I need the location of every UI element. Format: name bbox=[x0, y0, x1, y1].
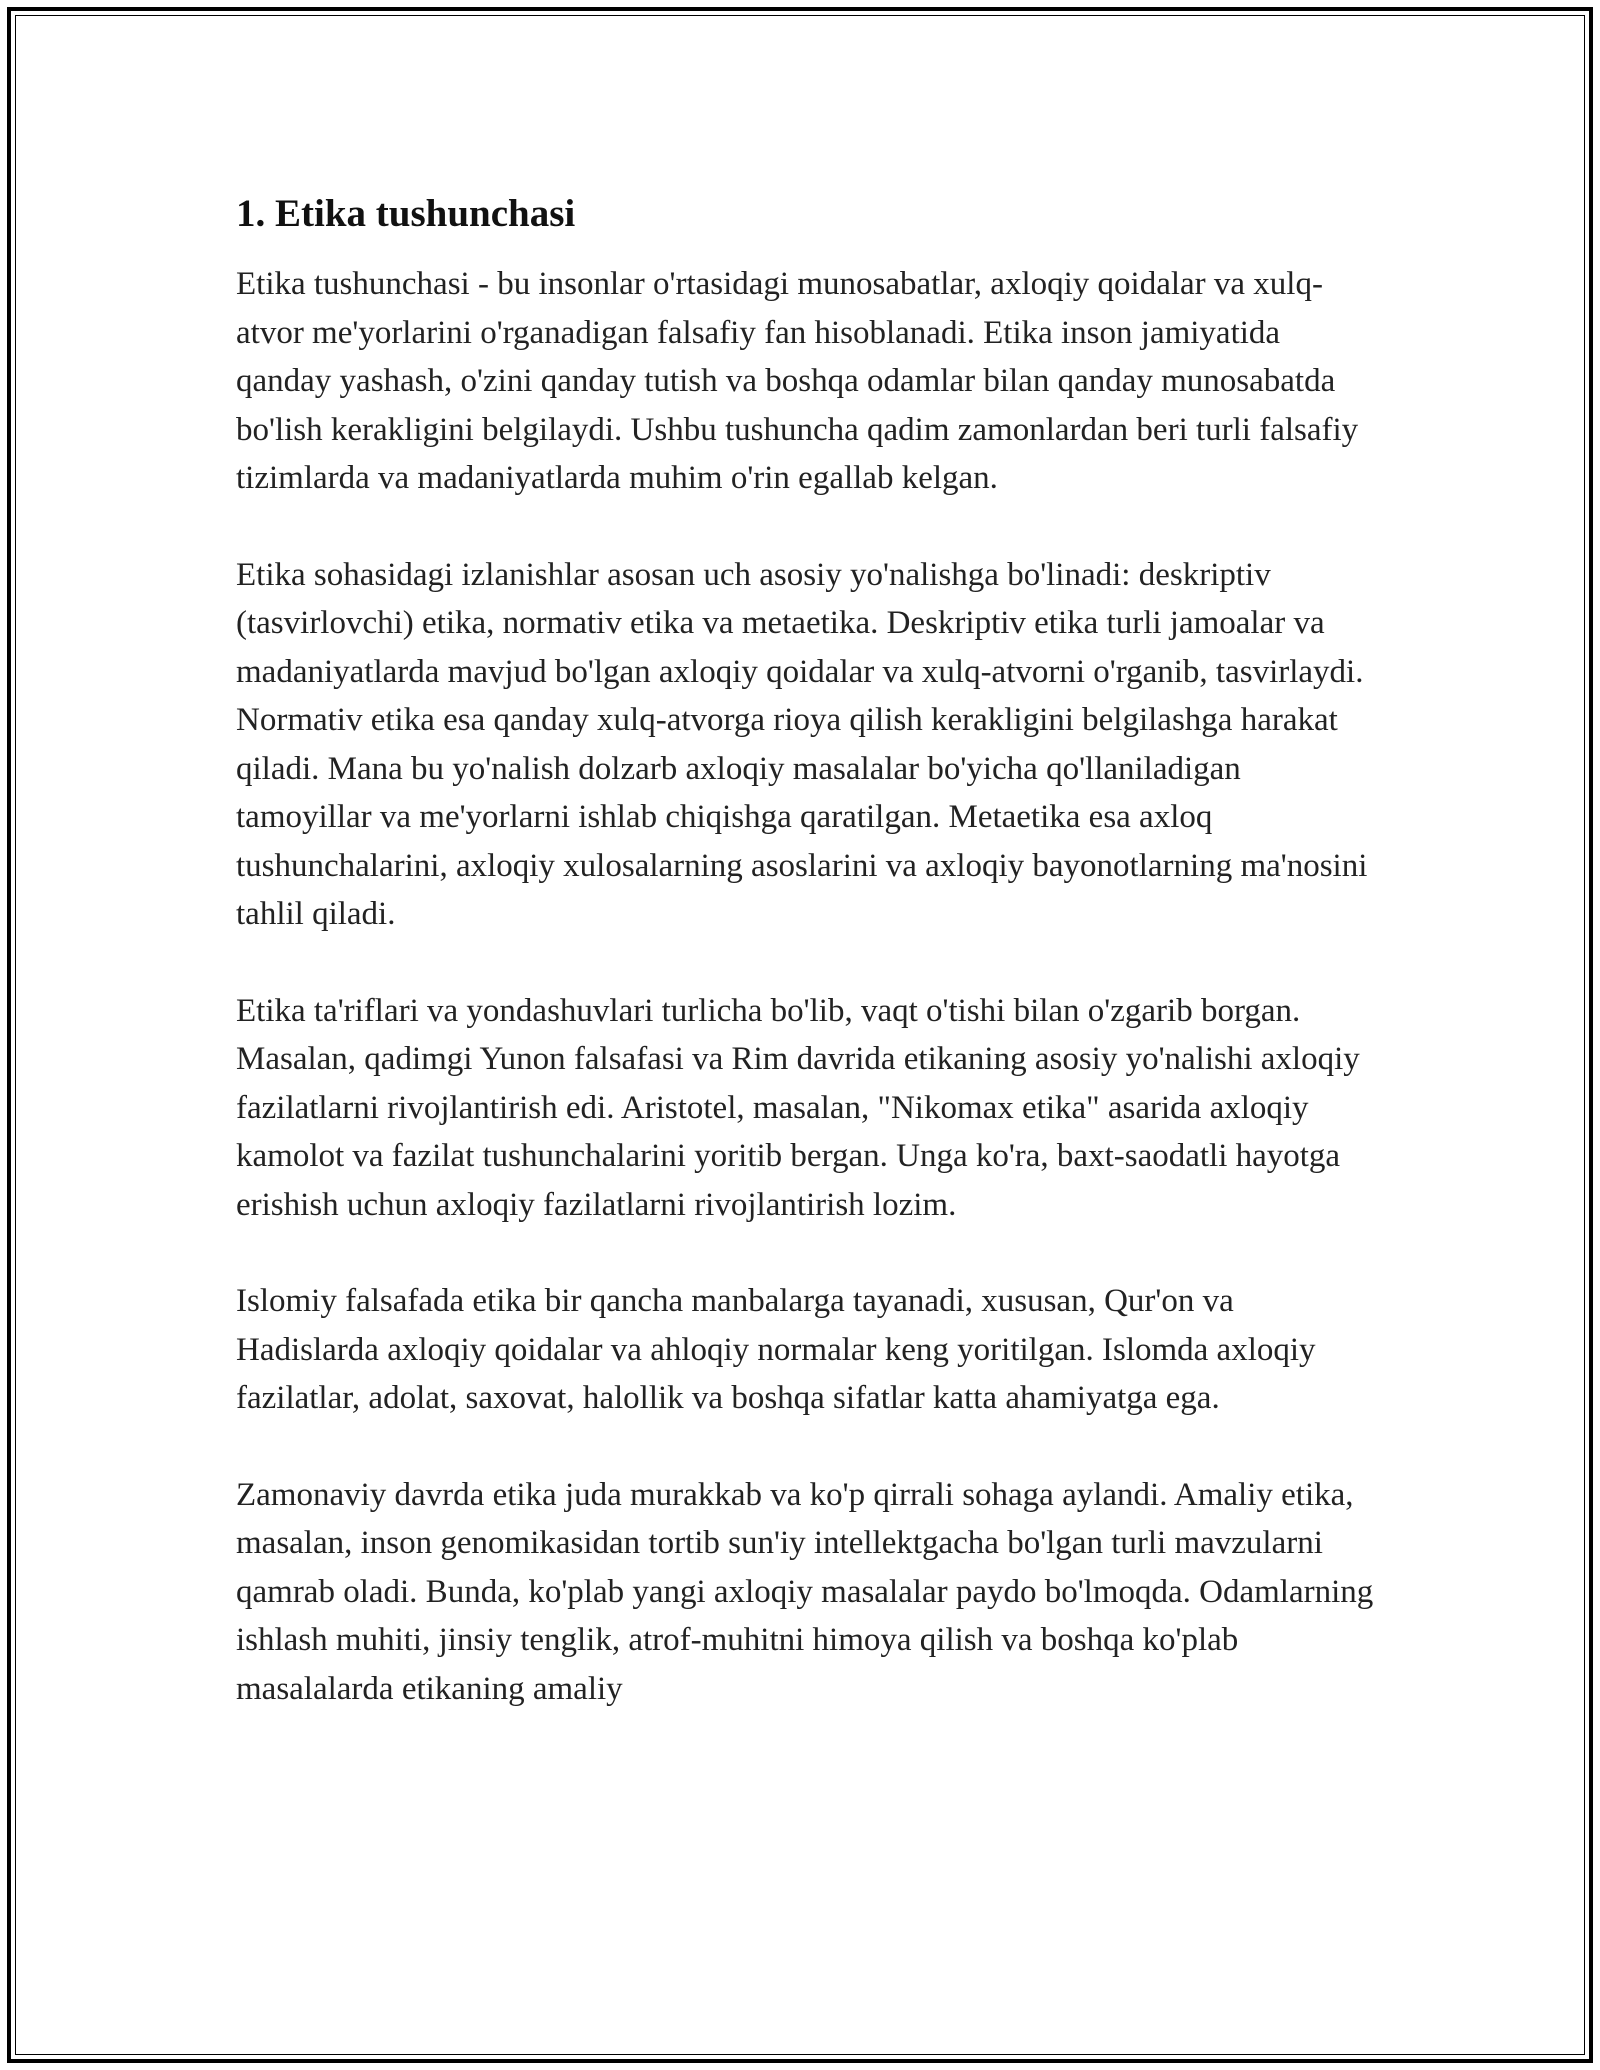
paragraph-islamic-philosophy: Islomiy falsafada etika bir qancha manbalarga tayanadi, xususan, Qur'on va Hadislarda axloqiy qoidalar va ahloqiy normalar keng yoritilgan. Islomda axloqiy fazilatlar, adolat, saxovat, halollik va boshqa sifatlar katta ahamiyatga ega. bbox=[236, 1283, 1316, 1416]
paragraph-definition: Etika tushunchasi - bu insonlar o'rtasidagi munosabatlar, axloqiy qoidalar va xulq-atvor me'yorlarini o'rganadigan falsafiy fan hisoblanadi. Etika inson jamiyatida qanday yashash, o'zini qanday tutish va boshqa odamlar bilan qanday munosabatda bo'lish kerakligini belgilaydi. Ushbu tushuncha qadim zamonlardan beri turli falsafiy tizimlarda va madaniyatlarda muhim o'rin egallab kelgan. bbox=[236, 266, 1359, 496]
paragraph-history: Etika ta'riflari va yondashuvlari turlicha bo'lib, vaqt o'tishi bilan o'zgarib borgan. Masalan, qadimgi Yunon falsafasi va Rim davrida etikaning asosiy yo'nalishi axloqiy fazilatlarni rivojlantirish edi. Aristotel, masalan, "Nikomax etika" asarida axloqiy kamolot va fazilat tushunchalarini yoritib bergan. Unga ko'ra, baxt-saodatli hayotga erishish uchun axloqiy fazilatlarni rivojlantirish lozim. bbox=[236, 992, 1360, 1223]
paragraph-modern-ethics: Zamonaviy davrda etika juda murakkab va ko'p qirrali sohaga aylandi. Amaliy etika, masalan, inson genomikasidan tortib sun'iy intellektgacha bo'lgan turli mavzularni qamrab oladi. Bunda, ko'plab yangi axloqiy masalalar paydo bo'lmoqda. Odamlarning ishlash muhiti, jinsiy tenglik, atrof-muhitni himoya qilish va boshqa ko'plab masalalarda etikaning amaliy bbox=[236, 1476, 1374, 1707]
paragraph-branches: Etika sohasidagi izlanishlar asosan uch asosiy yo'nalishga bo'linadi: deskriptiv (tasvirlovchi) etika, normativ etika va metaetika. Deskriptiv etika turli jamoalar va madaniyatlarda mavjud bo'lgan axloqiy qoidalar va xulq-atvorni o'rganib, tasvirlaydi. Normativ etika esa qanday xulq-atvorga rioya qilish kerakligini belgilashga harakat qiladi. Mana bu yo'nalish dolzarb axloqiy masalalar bo'yicha qo'llaniladigan tamoyillar va me'yorlarni ishlab chiqishga qaratilgan. Metaetika esa axloq tushunchalarini, axloqiy xulosalarning asoslarini va axloqiy bayonotlarning ma'nosini tahlil qiladi. bbox=[236, 556, 1368, 932]
section-title: 1. Etika tushunchasi bbox=[236, 192, 576, 235]
document-body bbox=[236, 186, 1376, 1713]
